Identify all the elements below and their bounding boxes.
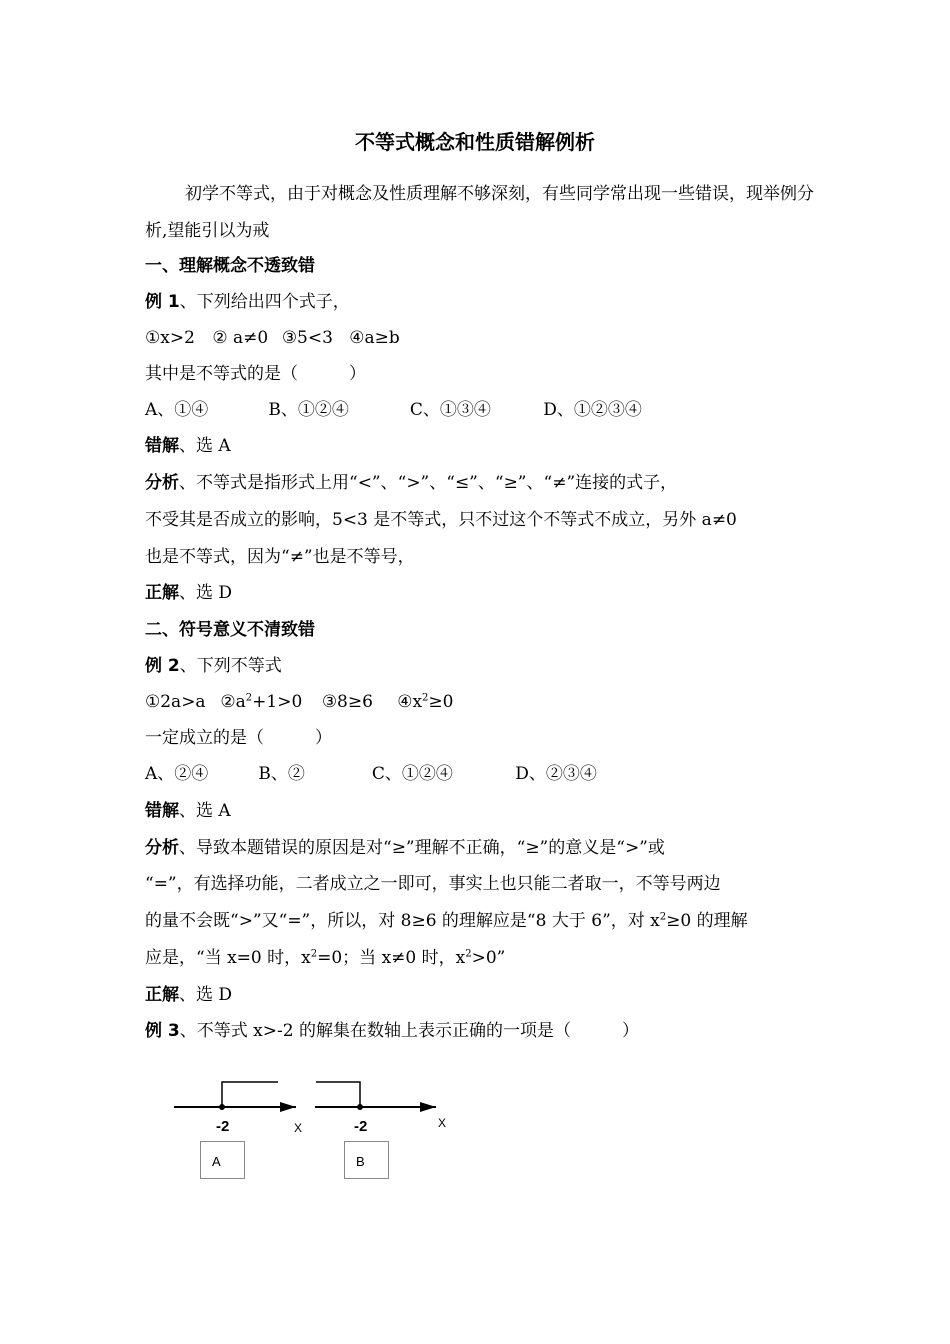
example-1-analysis-line-3: 也是不等式，因为“≠”也是不等号，	[145, 547, 415, 567]
example-1-right	[145, 581, 825, 605]
example-1-analysis-line-2: 不受其是否成立的影响，5<3 是不等式，只不过这个不等式不成立，另外 a≠0	[145, 510, 737, 530]
intro-paragraph: 初学不等式，由于对概念及性质理解不够深刻，有些同学常出现一些错误，现举例分析,望能引以为戒	[145, 184, 814, 241]
number-line-a-solution-bracket	[222, 1082, 278, 1107]
right-text: 、选 D	[179, 583, 233, 603]
section-heading-1: 一、理解概念不透致错	[145, 256, 315, 276]
ex2-item: ①2a>a	[145, 692, 206, 712]
number-line-b-solution-bracket	[316, 1082, 360, 1107]
option-a-box-label: A	[212, 1154, 221, 1169]
example-3-text: 、不等式 x>-2 的解集在数轴上表示正确的一项是（ ）	[179, 1021, 639, 1041]
example-2-question: 一定成立的是（ ）	[145, 728, 332, 748]
example-1-items	[145, 326, 825, 350]
number-line-figure	[170, 1075, 470, 1190]
ex1-item: ③5<3	[281, 328, 333, 348]
example-2-analysis-line-4: 应是，“当 x=0 时，$x^2=0$；当 x≠0 时，$x^2>0$”	[145, 948, 506, 968]
ex2-item: $②a^2+1>0$	[220, 692, 303, 712]
ex2-option: D、②③④	[515, 764, 597, 784]
number-line-a-arrowhead	[280, 1102, 296, 1112]
number-line-b-point	[357, 1104, 363, 1110]
ex2-item: ③8≥6	[321, 692, 373, 712]
ex1-option: D、①②③④	[543, 400, 642, 420]
ex2-option: C、①②④	[371, 764, 453, 784]
number-line-b-arrowhead	[420, 1102, 436, 1112]
ex2-option: B、②	[258, 764, 305, 784]
document-title: 不等式概念和性质错解例析	[355, 130, 595, 154]
example-1-text: 、下列给出四个式子，	[179, 292, 350, 312]
number-line-b-axis-label: X	[438, 1116, 447, 1130]
example-2-label: 例 2	[145, 656, 180, 676]
example-2-options	[145, 762, 825, 786]
ex1-item: ④a≥b	[349, 328, 400, 348]
section-heading-2: 二、符号意义不清致错	[145, 620, 315, 640]
analysis-label: 分析	[145, 838, 179, 858]
option-b-box-label: B	[356, 1154, 365, 1169]
right-label: 正解	[145, 985, 179, 1005]
wrong-text: 、选 A	[179, 801, 231, 821]
example-3-label: 例 3	[145, 1021, 180, 1041]
example-2-items	[145, 690, 825, 714]
example-3-heading	[145, 1019, 825, 1043]
option-b-box	[345, 1142, 389, 1179]
ex1-item: ② a≠0	[212, 328, 269, 348]
wrong-label: 错解	[145, 801, 179, 821]
example-2-analysis-line-1	[145, 836, 825, 860]
example-2-heading	[145, 654, 825, 678]
wrong-text: 、选 A	[179, 436, 231, 456]
example-1-analysis-line-1	[145, 471, 825, 495]
right-text: 、选 D	[179, 985, 233, 1005]
analysis-text: 、不等式是指形式上用“<”、“>”、“≤”、“≥”、“≠”连接的式子，	[179, 473, 678, 493]
ex2-item: $④x^2\ge 0$	[397, 692, 454, 712]
ex1-option: C、①③④	[409, 400, 491, 420]
example-2-text: 、下列不等式	[179, 656, 282, 676]
analysis-text: 、导致本题错误的原因是对“≥”理解不正确，“≥”的意义是“>”或	[179, 838, 665, 858]
ex2-option: A、②④	[145, 764, 209, 784]
wrong-label: 错解	[145, 436, 179, 456]
ex1-item: ①x>2	[145, 328, 195, 348]
right-label: 正解	[145, 583, 179, 603]
ex1-option: B、①②④	[268, 400, 349, 420]
example-2-wrong	[145, 799, 825, 823]
example-1-options	[145, 398, 825, 422]
example-2-analysis-line-3: 的量不会既“>”又“=”，所以，对 8≥6 的理解应是“8 大于 6”，对 $x^2\ge 0$ 的理解	[145, 911, 748, 931]
option-a-box	[201, 1142, 245, 1179]
example-1-heading	[145, 290, 825, 314]
example-2-analysis-line-2: “=”，有选择功能，二者成立之一即可，事实上也只能二者取一，不等号两边	[145, 874, 721, 894]
number-line-a-point-label: -2	[216, 1118, 230, 1135]
number-line-b-point-label: -2	[354, 1118, 368, 1135]
example-1-wrong	[145, 434, 825, 458]
example-1-question: 其中是不等式的是（ ）	[145, 364, 366, 384]
ex1-option: A、①④	[145, 400, 209, 420]
number-line-a-axis-label: X	[294, 1121, 303, 1135]
example-1-label: 例 1	[145, 292, 180, 312]
example-2-right	[145, 983, 825, 1007]
number-line-a-point	[219, 1104, 225, 1110]
analysis-label: 分析	[145, 473, 179, 493]
